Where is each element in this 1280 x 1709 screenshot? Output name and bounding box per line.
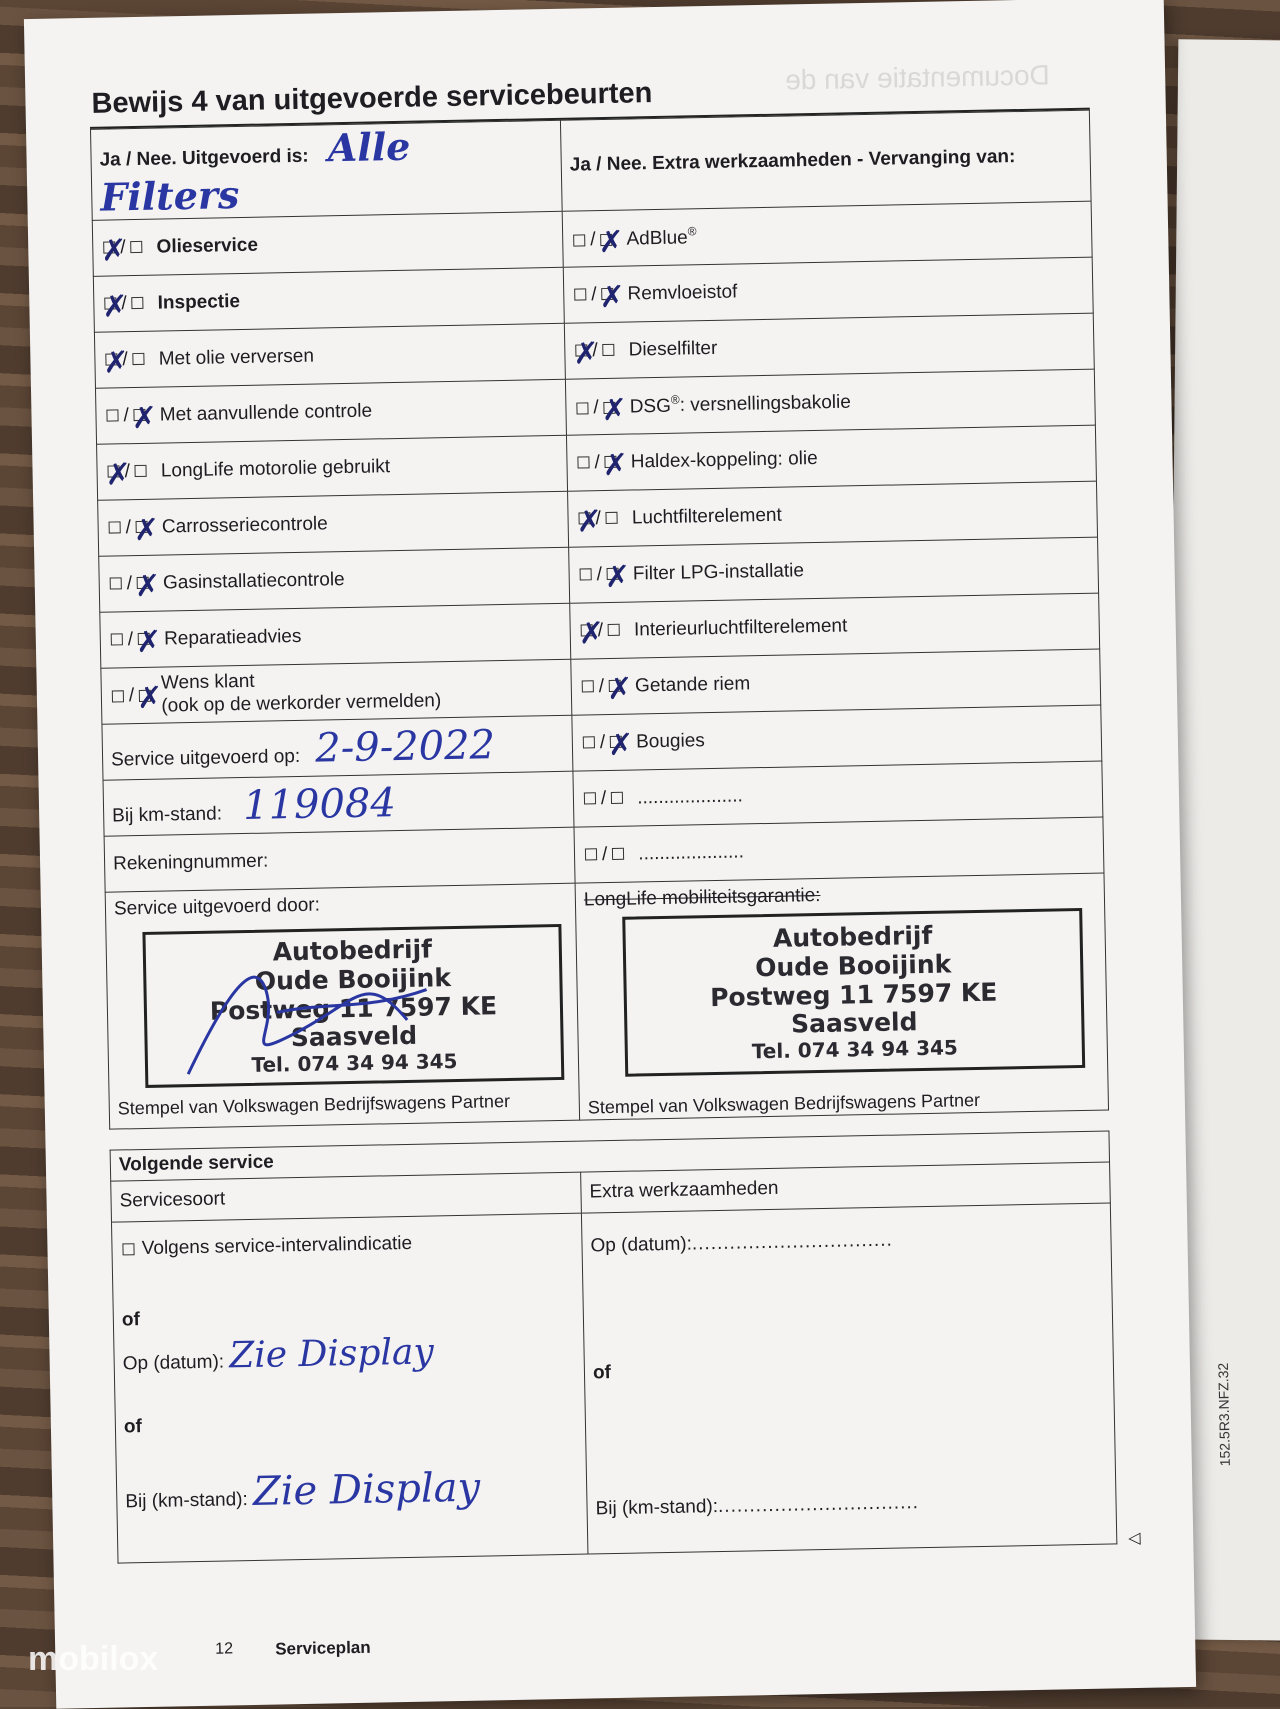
left-item-label: Reparatieadvies xyxy=(163,625,302,650)
right-item-label: Interieurluchtfilterelement xyxy=(633,614,848,640)
stamp-line-5: Tel. 074 34 94 345 xyxy=(251,1048,458,1077)
left-header-label: Ja / Nee. Uitgevoerd is: xyxy=(99,145,309,171)
section-name: Serviceplan xyxy=(275,1637,371,1659)
separator: / xyxy=(125,516,132,538)
next-service-right xyxy=(581,1203,1116,1554)
separator: / xyxy=(595,507,602,529)
nee-checkbox[interactable] xyxy=(603,344,615,356)
guarantee-cell xyxy=(575,873,1108,1120)
left-item-cell xyxy=(93,267,564,332)
registered-mark: ® xyxy=(670,392,680,408)
bleed-through-text: Documentatie van de xyxy=(784,59,1051,96)
ja-nee-checkboxes[interactable] xyxy=(104,404,148,426)
left-item-cell xyxy=(94,323,565,388)
right-item-label: Getande riem xyxy=(634,672,751,696)
next-service-heading: Volgende service xyxy=(110,1131,1109,1181)
left-item-cell xyxy=(98,491,569,556)
right-item-label: Luchtfilterelement xyxy=(631,504,782,529)
ja-nee-checkboxes[interactable] xyxy=(571,228,615,250)
right-item-cell xyxy=(570,593,1100,659)
ja-nee-checkboxes[interactable] xyxy=(581,731,625,753)
dealer-stamp-right xyxy=(622,908,1085,1077)
stamp-line-2: Oude Booijink xyxy=(254,962,452,996)
nee-checkbox[interactable] xyxy=(133,353,145,365)
nee-checkbox[interactable] xyxy=(135,465,147,477)
stamp-line-3: Postweg 11 7597 KE xyxy=(209,990,498,1026)
performed-by-footer: Stempel van Volkswagen Bedrijfswagens Partner xyxy=(117,1090,511,1119)
or-label: of xyxy=(592,1361,612,1384)
nee-checkbox[interactable] xyxy=(132,297,144,309)
left-item-label: LongLife motorolie gebruikt xyxy=(160,455,391,482)
service-type-header: Servicesoort xyxy=(111,1172,582,1222)
ja-checkbox[interactable] xyxy=(585,849,597,861)
account-cell xyxy=(104,827,575,892)
ja-checkbox[interactable] xyxy=(576,402,588,414)
next-km-label: Bij (km-stand): xyxy=(125,1489,249,1513)
separator: / xyxy=(599,731,606,753)
separator: / xyxy=(124,460,131,482)
ja-nee-checkboxes[interactable] xyxy=(575,451,619,473)
separator: / xyxy=(594,451,600,473)
ja-nee-checkboxes[interactable] xyxy=(572,283,616,305)
ja-nee-checkboxes[interactable] xyxy=(580,675,624,697)
guarantee-label: LongLife mobiliteitsgarantie: xyxy=(583,884,821,911)
ja-checkbox[interactable] xyxy=(583,737,595,749)
handwritten-all-filters: Alle Filters xyxy=(99,123,411,220)
left-item-label: Carrosseriecontrole xyxy=(161,512,328,538)
service-date-value: 2-9-2022 xyxy=(314,721,496,772)
left-item-label: Met aanvullende controle xyxy=(159,399,373,426)
ja-checkbox[interactable] xyxy=(584,793,596,805)
interval-checkbox[interactable] xyxy=(122,1243,134,1255)
ja-nee-checkboxes[interactable] xyxy=(579,619,623,641)
ja-nee-checkboxes[interactable] xyxy=(582,787,626,809)
service-table xyxy=(90,110,1109,1130)
right-item-label: Bougies xyxy=(635,729,706,752)
service-booklet-page xyxy=(24,0,1233,1709)
separator: / xyxy=(593,396,599,418)
left-item-cell xyxy=(97,435,568,500)
separator: / xyxy=(123,404,129,426)
left-item-label: Gasinstallatiecontrole xyxy=(162,568,345,594)
performed-by-label: Service uitgevoerd door: xyxy=(113,894,321,920)
ja-checkbox[interactable] xyxy=(111,634,123,646)
left-header-cell xyxy=(91,120,563,220)
right-item-cell xyxy=(562,201,1092,267)
right-item-cell xyxy=(565,369,1095,435)
ja-nee-checkboxes[interactable] xyxy=(101,236,145,258)
left-item-cell xyxy=(99,547,570,612)
ja-nee-checkboxes[interactable] xyxy=(106,516,150,538)
service-date-label: Service uitgevoerd op: xyxy=(110,745,301,771)
signature-scribble xyxy=(165,929,468,1085)
separator: / xyxy=(601,843,608,865)
dealer-stamp-left xyxy=(142,924,564,1088)
stamp-line-4: Saasveld xyxy=(290,1020,418,1053)
next-km-value: Zie Display xyxy=(252,1464,481,1516)
left-item-note: (ook op de werkorder vermelden) xyxy=(161,689,442,717)
page-number: 12 xyxy=(215,1640,234,1658)
nee-checkbox[interactable] xyxy=(608,624,620,636)
right-item-cell xyxy=(569,537,1099,603)
left-item-cell xyxy=(100,603,571,668)
km-value: 119084 xyxy=(242,779,397,829)
separator: / xyxy=(590,228,596,250)
right-item-label-suffix: : versnellingsbakolie xyxy=(679,391,852,417)
extra-km-dots: ................................ xyxy=(717,1492,920,1518)
right-item-cell xyxy=(563,257,1093,323)
right-item-label: AdBlue xyxy=(626,227,688,250)
ja-checkbox[interactable] xyxy=(577,457,589,469)
next-date-label: Op (datum): xyxy=(122,1351,225,1375)
ja-nee-checkboxes[interactable] xyxy=(105,460,149,482)
separator: / xyxy=(592,339,598,361)
separator: / xyxy=(121,292,127,314)
separator: / xyxy=(126,572,133,594)
right-item-label: Remvloeistof xyxy=(627,280,738,305)
right-item-cell xyxy=(572,705,1102,771)
ja-nee-checkboxes[interactable] xyxy=(574,396,618,418)
km-label: Bij km-stand: xyxy=(111,802,223,827)
registered-mark: ® xyxy=(687,224,697,239)
ja-nee-checkboxes[interactable] xyxy=(109,628,153,650)
guarantee-footer: Stempel van Volkswagen Bedrijfswagens Partner xyxy=(587,1089,981,1118)
right-item-label: Dieselfilter xyxy=(628,337,718,361)
ja-nee-checkboxes[interactable] xyxy=(577,563,621,585)
right-item-label: Haldex-koppeling: olie xyxy=(630,447,818,473)
nee-checkbox[interactable] xyxy=(606,512,618,524)
right-item-cell xyxy=(564,313,1094,379)
right-item-cell xyxy=(574,817,1104,883)
right-item-label: DSG xyxy=(629,395,672,418)
ja-checkbox[interactable] xyxy=(106,410,118,422)
right-item-cell xyxy=(568,481,1098,547)
ja-nee-checkboxes[interactable] xyxy=(103,348,147,370)
page-title: Bewijs 4 van uitgevoerde servicebeurten xyxy=(91,77,653,120)
separator: / xyxy=(600,787,607,809)
left-item-label: Wens klant xyxy=(160,670,255,694)
ja-checkbox[interactable] xyxy=(580,569,592,581)
separator: / xyxy=(128,684,135,706)
service-record-sheet xyxy=(85,69,1113,1564)
ja-checkbox[interactable] xyxy=(112,690,124,702)
or-label: of xyxy=(123,1415,143,1438)
left-item-label: Olieservice xyxy=(156,234,259,258)
nee-checkbox[interactable] xyxy=(130,241,142,253)
separator: / xyxy=(127,628,134,650)
separator: / xyxy=(597,619,604,641)
ja-checkbox[interactable] xyxy=(582,681,594,693)
ja-nee-checkboxes[interactable] xyxy=(108,572,152,594)
left-item-cell xyxy=(101,659,572,724)
triangle-marker-icon: ◁ xyxy=(1128,1529,1141,1548)
left-item-cell xyxy=(95,379,566,444)
interval-label: Volgens service-intervalindicatie xyxy=(141,1232,413,1260)
left-item-label: Met olie verversen xyxy=(158,345,315,370)
ja-checkbox[interactable] xyxy=(109,522,121,534)
right-item-label: .................... xyxy=(638,840,745,864)
extra-date-dots: ................................ xyxy=(691,1229,893,1255)
ja-nee-checkboxes[interactable] xyxy=(576,507,620,529)
ja-nee-checkboxes[interactable] xyxy=(102,292,146,314)
stamp-line-1: Autobedrijf xyxy=(772,920,933,953)
left-item-label: Inspectie xyxy=(157,290,241,314)
separator: / xyxy=(598,675,605,697)
watermark-logo: mobilox xyxy=(28,1640,159,1678)
extra-km-label: Bij (km-stand): xyxy=(595,1496,719,1520)
ja-checkbox[interactable] xyxy=(110,578,122,590)
service-date-cell xyxy=(102,715,573,780)
left-item-cell xyxy=(92,211,563,276)
right-item-cell xyxy=(566,425,1096,491)
document-code: 152.5R3.NFZ.32 xyxy=(1214,1362,1233,1467)
stamp-line-3: Postweg 11 7597 KE xyxy=(709,977,998,1012)
next-service-left xyxy=(111,1213,587,1563)
ja-nee-checkboxes[interactable] xyxy=(110,684,154,706)
nee-checkbox[interactable] xyxy=(611,792,623,804)
stamp-line-5: Tel. 074 34 94 345 xyxy=(751,1035,959,1064)
separator: / xyxy=(596,563,603,585)
separator: / xyxy=(591,283,597,305)
next-date-value: Zie Display xyxy=(228,1331,435,1377)
km-cell xyxy=(103,771,574,836)
right-header-cell: Ja / Nee. Extra werkzaamheden - Vervanging van: xyxy=(560,110,1091,211)
or-label: of xyxy=(121,1308,141,1331)
separator: / xyxy=(120,236,126,258)
ja-checkbox[interactable] xyxy=(574,289,586,301)
nee-checkbox[interactable] xyxy=(612,848,624,860)
extra-work-header: Extra werkzaamheden xyxy=(581,1162,1111,1213)
extra-date-label: Op (datum): xyxy=(590,1233,693,1257)
right-item-cell xyxy=(573,761,1103,827)
performed-by-cell xyxy=(105,883,579,1129)
right-item-label: Filter LPG-installatie xyxy=(632,559,805,585)
account-label: Rekeningnummer: xyxy=(112,850,269,875)
next-service-table xyxy=(110,1130,1118,1563)
right-item-label: .................... xyxy=(637,784,743,808)
ja-nee-checkboxes[interactable] xyxy=(573,339,617,361)
ja-checkbox[interactable] xyxy=(573,234,585,246)
separator: / xyxy=(122,348,128,370)
stamp-line-2: Oude Booijink xyxy=(754,949,952,982)
stamp-line-1: Autobedrijf xyxy=(272,934,433,967)
right-item-cell xyxy=(571,649,1101,715)
stamp-line-4: Saasveld xyxy=(790,1007,918,1039)
ja-nee-checkboxes[interactable] xyxy=(583,843,627,865)
